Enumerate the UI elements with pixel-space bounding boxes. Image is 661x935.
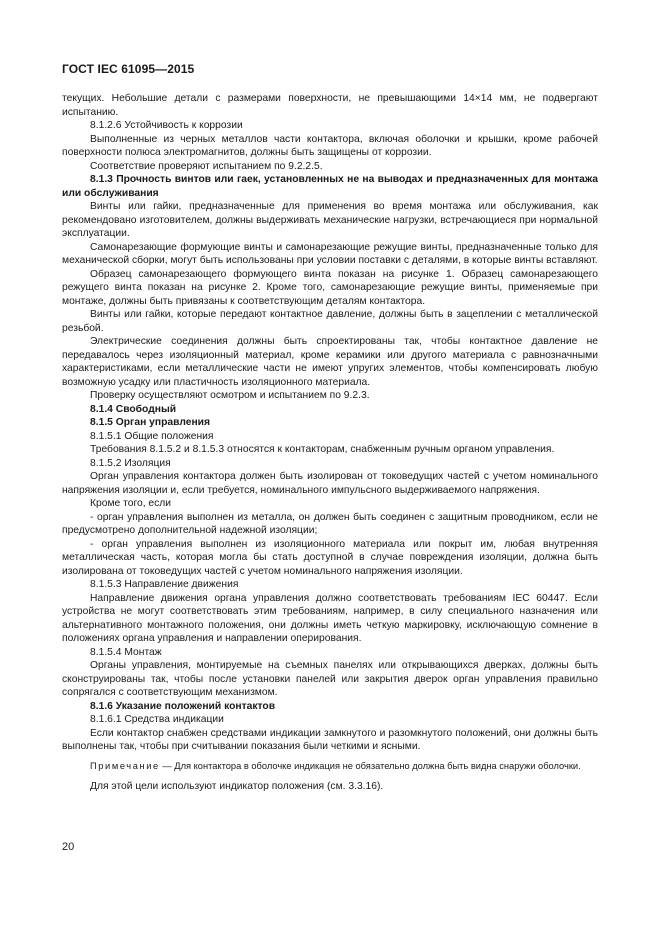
paragraph: Орган управления контактора должен быть изолирован от токоведущих частей с учетом номинального напряжения изоляции и, если требуется, номинального импульсного выдерживаемого напряжения. xyxy=(62,471,598,496)
list-item: - орган управления выполнен из изоляционного материала или покрыт им, любая внутренняя металлическая часть, которая могла бы стать доступной в случае повреждения изоляции, должна быть изолирована от токоведущих частей с учетом номинального напряжения изоляции. xyxy=(62,538,598,577)
paragraph: Самонарезающие формующие винты и самонарезающие режущие винты, предназначенные только для механической сборки, могут быть использованы при условии поставки с деталями, в которые винты вставляют. xyxy=(62,241,598,266)
clause-heading: 8.1.3 Прочность винтов или гаек, установленных не на выводах и предназначенных для монтажа или обслуживания xyxy=(62,174,598,199)
paragraph: Винты или гайки, которые передают контактное давление, должны быть в зацеплении с металлической резьбой. xyxy=(62,309,598,334)
clause-heading: 8.1.4 Свободный xyxy=(90,403,177,415)
paragraph: Если контактор снабжен средствами индикации замкнутого и разомкнутого положений, они должны быть выполнены так, чтобы при считывании показания были четкими и ясными. xyxy=(62,727,598,752)
paragraph: Соответствие проверяют испытанием по 9.2.2.5. xyxy=(90,160,323,172)
subclause-heading: 8.1.6.1 Средства индикации xyxy=(90,714,224,725)
paragraph: Винты или гайки, предназначенные для применения во время монтажа или обслуживания, как рекомендовано изготовителем, должны выдерживать механические нагрузки, встречающиеся при нормальной эксплуатации. xyxy=(62,201,598,239)
paragraph: Образец самонарезающего формующего винта показан на рисунке 1. Образец самонарезающего режущего винта показан на рисунке 2. Кроме того, самонарезающие режущие винты, применяемые при монтаже, должны быть привязаны к соответствующим деталям контактора. xyxy=(62,268,598,307)
subclause-heading: 8.1.5.1 Общие положения xyxy=(90,430,214,442)
paragraph: Проверку осуществляют осмотром и испытанием по 9.2.3. xyxy=(90,390,370,401)
clause-heading: 8.1.5 Орган управления xyxy=(90,417,211,428)
clause-heading: 8.1.6 Указание положений контактов xyxy=(90,700,276,712)
paragraph-continuation: текущих. Небольшие детали с размерами поверхности, не превышающими 14×14 мм, не подвергают испытанию. xyxy=(62,93,598,118)
subclause-heading: 8.1.5.2 Изоляция xyxy=(90,457,171,469)
subclause-heading: 8.1.5.4 Монтаж xyxy=(90,646,162,658)
list-item: - орган управления выполнен из металла, он должен быть соединен с защитным проводником, если не предусмотрено дополнительной надежной изоляции; xyxy=(62,511,598,536)
paragraph: Направление движения органа управления должно соответствовать требованиям IEC 60447. Если устройства не могут соответствовать этим требованиям, например, в силу специального назначения или альтернативного монтажного положения, они должны иметь четкую маркировку, исключающую сомнение в положениях органа управления и направлении оперирования. xyxy=(62,592,598,644)
page-number: 20 xyxy=(62,841,75,853)
note-label: Примечание xyxy=(90,760,160,771)
document-body xyxy=(62,92,598,794)
paragraph: Кроме того, если xyxy=(90,498,172,509)
subclause-heading: 8.1.2.6 Устойчивость к коррозии xyxy=(90,120,243,131)
document-header: ГОСТ IEC 61095—2015 xyxy=(62,62,195,76)
paragraph: Требования 8.1.5.2 и 8.1.5.3 относятся к контакторам, снабженным ручным органом управления. xyxy=(90,444,555,455)
note-text: — Для контактора в оболочке индикация не обязательно должна быть видна снаружи оболочки. xyxy=(159,760,581,771)
paragraph: Органы управления, монтируемые на съемных панелях или открывающихся дверках, должны быть сконструированы так, чтобы после установки панелей или закрытия дверок орган управления правильно сопрягался с соответствующим механизмом. xyxy=(62,660,598,698)
note xyxy=(62,760,598,773)
paragraph: Для этой цели используют индикатор положения (см. 3.3.16). xyxy=(90,781,384,792)
paragraph: Электрические соединения должны быть спроектированы так, чтобы контактное давление не передавалось через изоляционный материал, кроме керамики или другого материала с равнозначными характеристиками, если металлические части не имеют упругих элементов, чтобы компенсировать любую возможную усадку или пластичность изоляционного материала. xyxy=(62,336,598,388)
paragraph: Выполненные из черных металлов части контактора, включая оболочки и крышки, кроме рабочей поверхности полюса электромагнитов, должны быть защищены от коррозии. xyxy=(62,133,598,158)
subclause-heading: 8.1.5.3 Направление движения xyxy=(90,579,239,590)
